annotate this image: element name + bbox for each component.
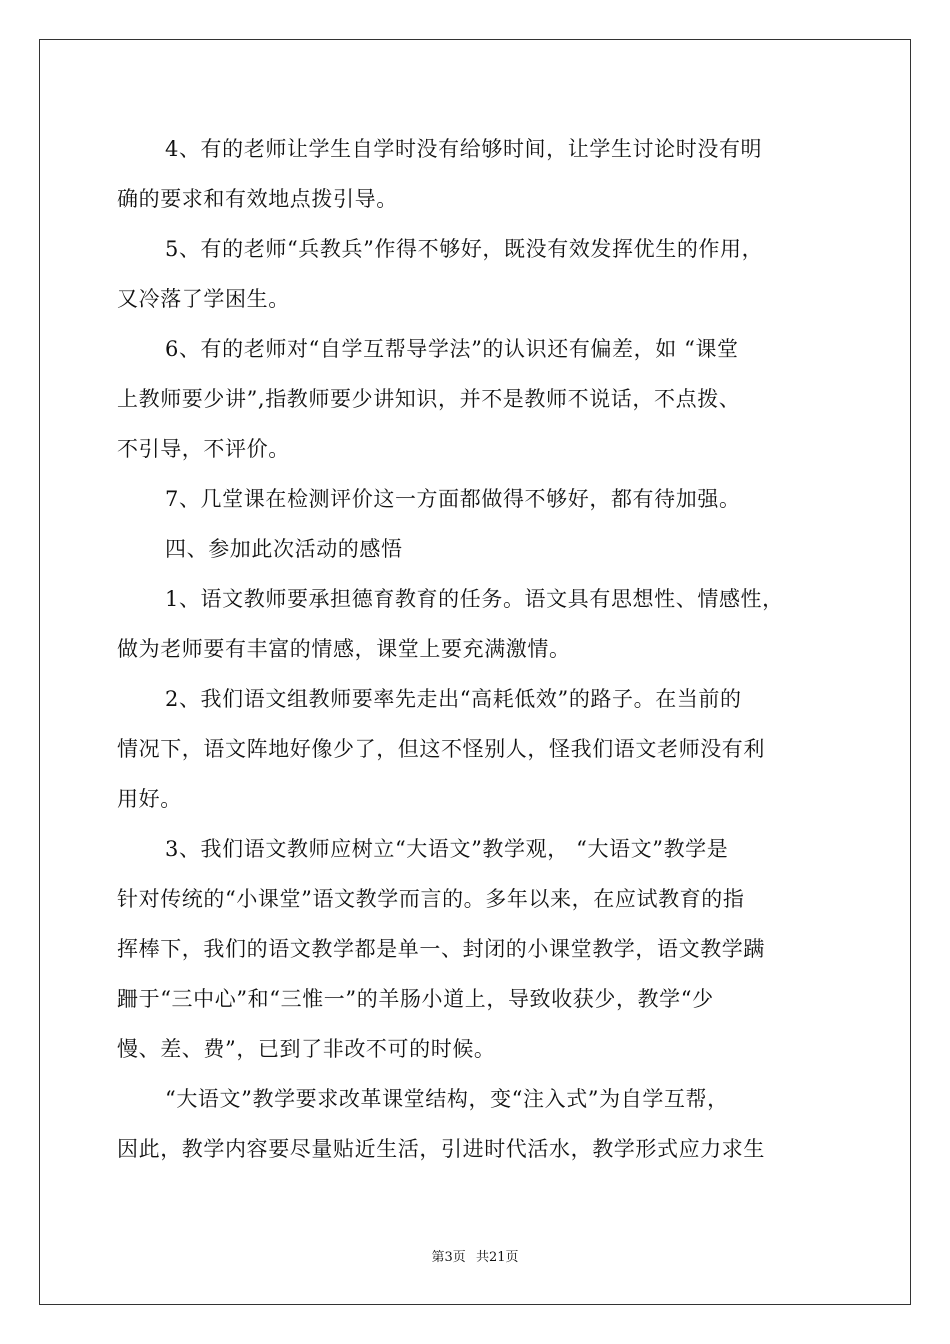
paragraph-4 [117,124,837,224]
section-heading [117,524,837,574]
paragraph-7 [117,474,837,524]
page-footer [0,1246,950,1265]
text-line: 7、几堂课在检测评价这一方面都做得不够好，都有待加强。 [165,487,741,511]
text-line: 四、参加此次活动的感悟 [165,537,403,561]
text-line: 6、有的老师对“自学互帮导学法”的认识还有偏差，如 “课堂 [165,337,739,361]
text-line: 2、我们语文组教师要率先走出“高耗低效”的路子。在当前的 [165,687,742,711]
document-body [117,124,837,1174]
paragraph-2 [117,674,837,824]
paragraph-5 [117,224,837,324]
text-line: 因此，教学内容要尽量贴近生活，引进时代活水，教学形式应力求生 [117,1137,765,1161]
text-line: 上教师要少讲”,指教师要少讲知识，并不是教师不说话，不点拨、 [117,387,741,411]
text-line: 1、语文教师要承担德育教育的任务。语文具有思想性、情感性， [165,587,784,611]
text-line: 4、有的老师让学生自学时没有给够时间，让学生讨论时没有明 [165,137,763,161]
text-line: 确的要求和有效地点拨引导。 [117,187,398,211]
text-line: 跚于“三中心”和“三惟一”的羊肠小道上，导致收获少，教学“少 [117,987,714,1011]
paragraph-1 [117,574,837,674]
text-line: 用好。 [117,787,182,811]
text-line: 又冷落了学困生。 [117,287,290,311]
text-line: 不引导，不评价。 [117,437,290,461]
text-line: 挥棒下，我们的语文教学都是单一、封闭的小课堂教学，语文教学蹒 [117,937,765,961]
text-line: “大语文”教学要求改革课堂结构，变“注入式”为自学互帮， [165,1087,729,1111]
page-number: 第3页 [431,1250,466,1265]
text-line: 慢、差、费”，已到了非改不可的时候。 [117,1037,496,1061]
page-total: 共21页 [475,1250,519,1265]
paragraph-6 [117,324,837,474]
paragraph-big-chinese [117,1074,837,1174]
paragraph-3 [117,824,837,1074]
text-line: 情况下，语文阵地好像少了，但这不怪别人，怪我们语文老师没有利 [117,737,765,761]
text-line: 5、有的老师“兵教兵”作得不够好，既没有效发挥优生的作用， [165,237,764,261]
text-line: 针对传统的“小课堂”语文教学而言的。多年以来，在应试教育的指 [117,887,745,911]
text-line: 3、我们语文教师应树立“大语文”教学观， “大语文”教学是 [165,837,729,861]
text-line: 做为老师要有丰富的情感，课堂上要充满激情。 [117,637,571,661]
